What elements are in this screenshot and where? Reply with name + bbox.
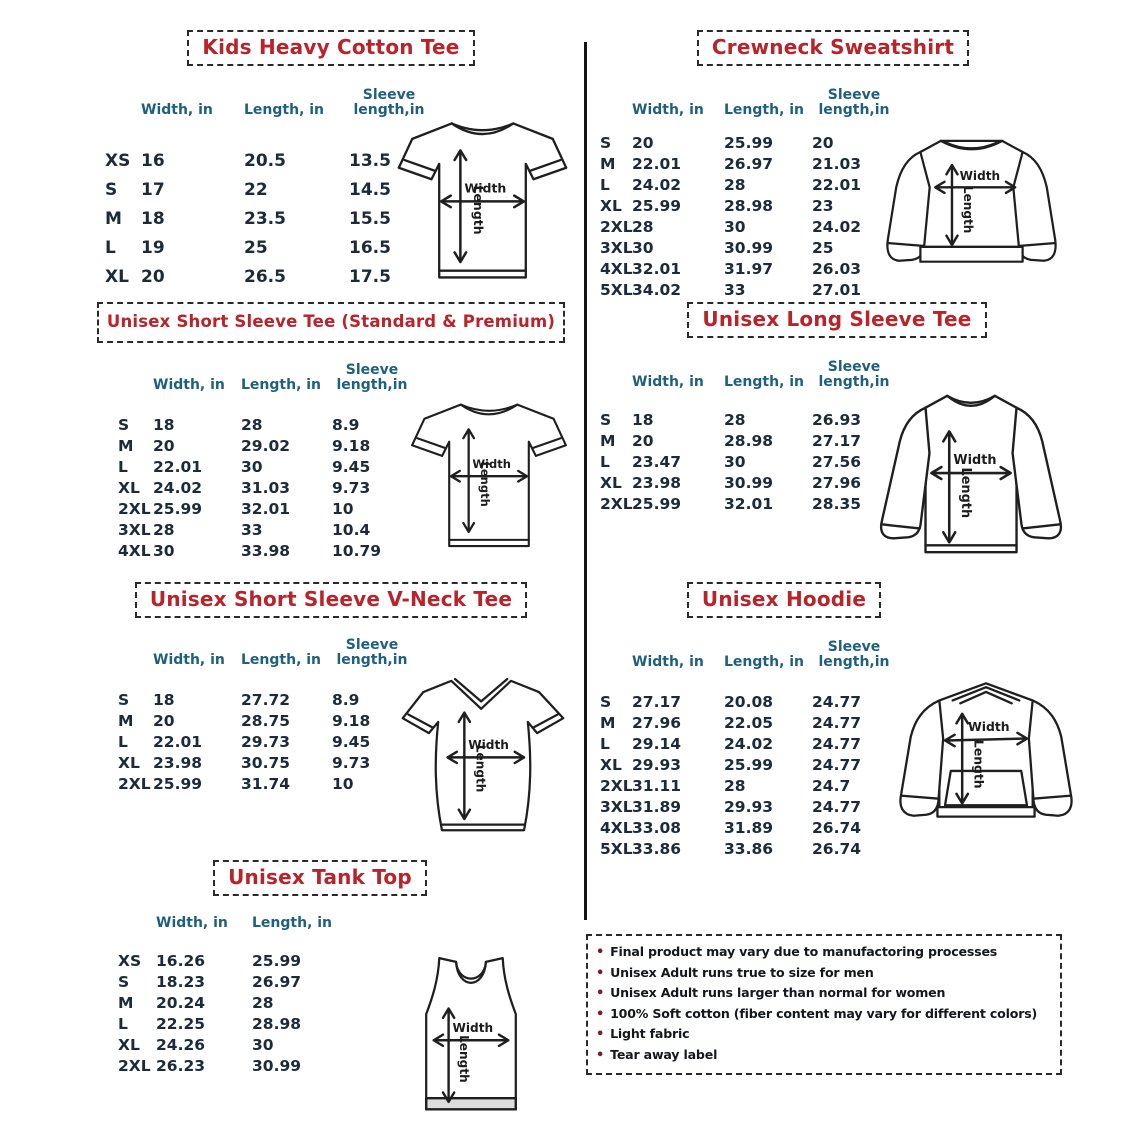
section-title: Unisex Hoodie <box>687 582 881 618</box>
size-label: 3XL <box>118 521 151 539</box>
size-label: S <box>105 180 118 200</box>
tshirt-illustration <box>405 388 573 560</box>
measurement-value: 25 <box>244 238 268 258</box>
section-title-wrap <box>85 30 577 66</box>
measurement-value: 27.17 <box>812 432 862 450</box>
size-label: L <box>118 733 128 751</box>
section-title: Crewneck Sweatshirt <box>697 30 969 66</box>
note-text: Tear away label <box>610 1046 718 1062</box>
table-header-row <box>600 640 1088 670</box>
measurement-value: 30 <box>241 458 263 476</box>
size-label: 5XL <box>600 840 633 858</box>
table-header-row <box>600 88 1074 118</box>
measurement-value: 10 <box>332 775 354 793</box>
size-label: XL <box>600 756 622 774</box>
size-label: M <box>600 714 616 732</box>
tank-top-illustration <box>415 946 527 1128</box>
measurement-value: 27.17 <box>632 693 682 711</box>
measurement-value: 20.24 <box>156 994 206 1012</box>
measurement-value: 26.5 <box>244 267 286 287</box>
column-header: Length, in <box>724 374 805 390</box>
size-label: M <box>118 437 134 455</box>
measurement-value: 9.18 <box>332 437 371 455</box>
measurement-value: 33 <box>241 521 263 539</box>
table-header-row <box>118 916 555 931</box>
size-label: L <box>600 453 610 471</box>
section-crewneck-sweatshirt <box>592 30 1074 298</box>
measurement-value: 28.98 <box>724 197 774 215</box>
section-title-wrap <box>592 30 1074 66</box>
measurement-value: 28.75 <box>241 712 291 730</box>
sweatshirt-illustration <box>869 126 1074 284</box>
measurement-value: 9.45 <box>332 458 371 476</box>
measurement-value: 19 <box>141 238 165 258</box>
measurement-value: 29.02 <box>241 437 291 455</box>
column-header: Sleeve length,in <box>336 637 408 668</box>
section-title-wrap <box>592 302 1082 338</box>
measurement-value: 18 <box>153 416 175 434</box>
note-text: Unisex Adult runs true to size for men <box>610 964 874 980</box>
note-item <box>596 1045 1052 1066</box>
table-header-row <box>118 638 577 668</box>
measurement-value: 9.73 <box>332 754 371 772</box>
section-title-wrap <box>592 582 1088 618</box>
measurement-value: 26.74 <box>812 840 862 858</box>
measurement-value: 31.89 <box>724 819 774 837</box>
measurement-value: 20 <box>632 432 654 450</box>
measurement-value: 20.08 <box>724 693 774 711</box>
measurement-value: 20 <box>153 712 175 730</box>
measurement-value: 23 <box>812 197 834 215</box>
measurement-value: 31.97 <box>724 260 774 278</box>
tshirt-illustration <box>390 110 575 288</box>
vneck-tee-illustration <box>399 668 567 844</box>
size-label: 4XL <box>118 542 151 560</box>
size-label: S <box>600 411 612 429</box>
size-label: M <box>600 432 616 450</box>
bullet-icon: • <box>596 945 605 960</box>
size-label: S <box>118 973 130 991</box>
measurement-value: 28 <box>241 416 263 434</box>
size-label: XL <box>118 1036 140 1054</box>
measurement-value: 30 <box>724 453 746 471</box>
width-arrow-label: Width <box>968 719 1010 734</box>
measurement-value: 28 <box>252 994 274 1012</box>
measurement-value: 29.93 <box>632 756 682 774</box>
measurement-value: 31.74 <box>241 775 291 793</box>
column-header: Sleeve length,in <box>336 362 408 393</box>
measurement-value: 29.93 <box>724 798 774 816</box>
column-header: Sleeve length,in <box>818 639 890 670</box>
size-label: XL <box>600 197 622 215</box>
measurement-value: 13.5 <box>349 151 391 171</box>
column-header: Length, in <box>241 652 322 668</box>
note-item <box>596 942 1052 963</box>
longsleeve-tee-illustration <box>864 382 1082 570</box>
size-label: XS <box>105 151 131 171</box>
measurement-value: 26.93 <box>812 411 862 429</box>
column-header: Width, in <box>632 654 704 670</box>
measurement-value: 22.01 <box>812 176 862 194</box>
width-arrow-label: Width <box>472 457 511 472</box>
length-arrow-label: Length <box>456 1035 471 1083</box>
measurement-value: 28.98 <box>252 1015 302 1033</box>
section-title-wrap <box>85 582 577 618</box>
size-label: L <box>600 735 610 753</box>
measurement-value: 10 <box>332 500 354 518</box>
bullet-icon: • <box>596 1047 605 1063</box>
size-label: 2XL <box>600 495 633 513</box>
measurement-value: 30 <box>252 1036 274 1054</box>
measurement-value: 27.72 <box>241 691 291 709</box>
measurement-value: 8.9 <box>332 416 360 434</box>
measurement-value: 14.5 <box>349 180 391 200</box>
column-header: Width, in <box>156 915 228 931</box>
size-label: 2XL <box>118 775 151 793</box>
size-label: 3XL <box>600 798 633 816</box>
measurement-value: 22 <box>244 180 268 200</box>
section-kids-heavy-cotton-tee <box>85 30 577 298</box>
column-header: Length, in <box>241 377 322 393</box>
column-header: Width, in <box>153 377 225 393</box>
measurement-value: 25.99 <box>724 134 774 152</box>
length-arrow-label: Length <box>958 467 974 519</box>
measurement-value: 31.03 <box>241 479 291 497</box>
measurement-value: 27.96 <box>632 714 682 732</box>
section-title: Unisex Short Sleeve Tee (Standard & Premium) <box>97 302 565 343</box>
measurement-value: 30.99 <box>724 239 774 257</box>
measurement-value: 20 <box>153 437 175 455</box>
measurement-value: 22.05 <box>724 714 774 732</box>
measurement-value: 18 <box>632 411 654 429</box>
bullet-icon: • <box>596 986 605 1001</box>
measurement-value: 10.4 <box>332 521 371 539</box>
bullet-icon: • <box>596 1027 605 1042</box>
measurement-value: 23.5 <box>244 209 286 229</box>
measurement-value: 26.97 <box>724 155 774 173</box>
measurement-value: 29.14 <box>632 735 682 753</box>
size-label: M <box>105 209 122 229</box>
size-label: S <box>600 134 612 152</box>
measurement-value: 16 <box>141 151 165 171</box>
length-arrow-label: Length <box>971 739 986 789</box>
measurement-value: 8.9 <box>332 691 360 709</box>
section-title: Unisex Short Sleeve V-Neck Tee <box>135 582 527 618</box>
measurement-value: 23.47 <box>632 453 682 471</box>
size-label: L <box>118 1015 128 1033</box>
measurement-value: 10.79 <box>332 542 382 560</box>
column-header: Length, in <box>724 102 805 118</box>
size-label: 2XL <box>118 1057 151 1075</box>
measurement-value: 28 <box>724 411 746 429</box>
section-title: Unisex Tank Top <box>213 860 427 896</box>
measurement-value: 24.26 <box>156 1036 206 1054</box>
hoodie-illustration <box>886 670 1086 850</box>
measurement-value: 24.77 <box>812 693 862 711</box>
measurement-value: 30 <box>724 218 746 236</box>
measurement-value: 25.99 <box>153 775 203 793</box>
measurement-value: 24.77 <box>812 798 862 816</box>
measurement-value: 25.99 <box>153 500 203 518</box>
measurement-value: 24.7 <box>812 777 851 795</box>
note-text: 100% Soft cotton (fiber content may vary for different colors) <box>610 1005 1038 1021</box>
size-label: 4XL <box>600 260 633 278</box>
column-header: Width, in <box>632 374 704 390</box>
section-unisex-short-sleeve-tee <box>85 302 577 572</box>
measurement-value: 30.99 <box>252 1057 302 1075</box>
length-arrow-label: Length <box>961 185 976 234</box>
measurement-value: 33.08 <box>632 819 682 837</box>
measurement-value: 30.75 <box>241 754 291 772</box>
measurement-value: 23.98 <box>632 474 682 492</box>
measurement-value: 21.03 <box>812 155 862 173</box>
measurement-value: 30 <box>632 239 654 257</box>
measurement-value: 18 <box>141 209 165 229</box>
measurement-value: 20 <box>141 267 165 287</box>
size-label: M <box>118 712 134 730</box>
measurement-value: 29.73 <box>241 733 291 751</box>
measurement-value: 27.01 <box>812 281 862 299</box>
length-arrow-label: Length <box>473 744 488 793</box>
width-arrow-label: Width <box>452 1020 494 1035</box>
section-unisex-tank-top <box>85 860 555 1136</box>
measurement-value: 28.98 <box>724 432 774 450</box>
note-text: Light fabric <box>610 1026 690 1041</box>
measurement-value: 27.56 <box>812 453 862 471</box>
notes-list <box>596 942 1052 1065</box>
column-header: Width, in <box>141 102 213 118</box>
measurement-value: 33.86 <box>724 840 774 858</box>
size-label: XS <box>118 952 142 970</box>
length-arrow-label: Length <box>478 461 493 507</box>
section-title-wrap <box>85 860 555 896</box>
measurement-value: 28.35 <box>812 495 862 513</box>
size-label: S <box>118 691 130 709</box>
note-item <box>596 963 1052 984</box>
column-header: Sleeve length,in <box>353 87 425 118</box>
measurement-value: 22.01 <box>153 733 203 751</box>
size-label: 2XL <box>600 218 633 236</box>
measurement-value: 30.99 <box>724 474 774 492</box>
size-label: 2XL <box>600 777 633 795</box>
measurement-value: 24.02 <box>812 218 862 236</box>
section-unisex-hoodie <box>592 582 1088 860</box>
bullet-icon: • <box>596 1006 605 1022</box>
measurement-value: 32.01 <box>632 260 682 278</box>
size-label: M <box>118 994 134 1012</box>
column-header: Width, in <box>632 102 704 118</box>
section-title-wrap <box>85 302 577 343</box>
note-text: Unisex Adult runs larger than normal for women <box>610 985 946 1000</box>
length-arrow-label: Length <box>470 185 486 235</box>
measurement-value: 33.86 <box>632 840 682 858</box>
measurement-value: 34.02 <box>632 281 682 299</box>
measurement-value: 30 <box>153 542 175 560</box>
size-label: 3XL <box>600 239 633 257</box>
measurement-value: 25.99 <box>252 952 302 970</box>
width-arrow-label: Width <box>464 180 507 196</box>
measurement-value: 33 <box>724 281 746 299</box>
size-label: S <box>118 416 130 434</box>
measurement-value: 28 <box>724 176 746 194</box>
column-header: Width, in <box>153 652 225 668</box>
size-label: XL <box>118 479 140 497</box>
width-arrow-label: Width <box>959 168 1001 183</box>
measurement-value: 17 <box>141 180 165 200</box>
size-label: M <box>600 155 616 173</box>
notes-box <box>586 934 1062 1075</box>
measurement-value: 16.26 <box>156 952 206 970</box>
size-label: 4XL <box>600 819 633 837</box>
note-text: Final product may vary due to manufactoring processes <box>610 944 998 959</box>
column-header: Sleeve length,in <box>818 87 890 118</box>
note-item <box>596 1004 1052 1025</box>
note-item <box>596 1024 1052 1045</box>
section-title: Unisex Long Sleeve Tee <box>687 302 986 338</box>
measurement-value: 15.5 <box>349 209 391 229</box>
measurement-value: 33.98 <box>241 542 291 560</box>
size-label: L <box>118 458 128 476</box>
measurement-value: 22.25 <box>156 1015 206 1033</box>
column-header: Sleeve length,in <box>818 359 890 390</box>
width-arrow-label: Width <box>953 453 997 469</box>
size-label: 2XL <box>118 500 151 518</box>
measurement-value: 26.74 <box>812 819 862 837</box>
size-label: XL <box>118 754 140 772</box>
measurement-value: 25.99 <box>632 197 682 215</box>
size-label: S <box>600 693 612 711</box>
measurement-value: 31.89 <box>632 798 682 816</box>
measurement-value: 27.96 <box>812 474 862 492</box>
measurement-value: 24.02 <box>724 735 774 753</box>
column-header: Length, in <box>244 102 325 118</box>
bullet-icon: • <box>596 965 605 981</box>
measurement-value: 24.77 <box>812 756 862 774</box>
size-label: XL <box>600 474 622 492</box>
measurement-value: 9.45 <box>332 733 371 751</box>
measurement-value: 18 <box>153 691 175 709</box>
width-arrow-label: Width <box>468 738 509 752</box>
measurement-value: 24.02 <box>153 479 203 497</box>
section-unisex-vneck-tee <box>85 582 577 854</box>
measurement-value: 18.23 <box>156 973 206 991</box>
measurement-value: 22.01 <box>632 155 682 173</box>
measurement-value: 16.5 <box>349 238 391 258</box>
measurement-value: 22.01 <box>153 458 203 476</box>
measurement-value: 28 <box>632 218 654 236</box>
measurement-value: 25.99 <box>632 495 682 513</box>
measurement-value: 31.11 <box>632 777 682 795</box>
measurement-value: 26.97 <box>252 973 302 991</box>
measurement-value: 28 <box>153 521 175 539</box>
size-label: L <box>600 176 610 194</box>
measurement-value: 20.5 <box>244 151 286 171</box>
measurement-value: 28 <box>724 777 746 795</box>
measurement-value: 17.5 <box>349 267 391 287</box>
column-divider <box>584 42 587 920</box>
measurement-value: 25 <box>812 239 834 257</box>
column-header: Length, in <box>252 915 333 931</box>
measurement-value: 23.98 <box>153 754 203 772</box>
column-header: Length, in <box>724 654 805 670</box>
measurement-value: 32.01 <box>241 500 291 518</box>
measurement-value: 24.77 <box>812 735 862 753</box>
measurement-value: 24.77 <box>812 714 862 732</box>
measurement-value: 26.23 <box>156 1057 206 1075</box>
measurement-value: 20 <box>812 134 834 152</box>
size-label: XL <box>105 267 129 287</box>
section-title: Kids Heavy Cotton Tee <box>187 30 474 66</box>
section-unisex-long-sleeve-tee <box>592 302 1082 574</box>
measurement-value: 26.03 <box>812 260 862 278</box>
size-label: 5XL <box>600 281 633 299</box>
measurement-value: 20 <box>632 134 654 152</box>
measurement-value: 24.02 <box>632 176 682 194</box>
measurement-value: 25.99 <box>724 756 774 774</box>
measurement-value: 9.18 <box>332 712 371 730</box>
measurement-value: 32.01 <box>724 495 774 513</box>
measurement-value: 9.73 <box>332 479 371 497</box>
size-label: L <box>105 238 116 258</box>
note-item <box>596 983 1052 1004</box>
